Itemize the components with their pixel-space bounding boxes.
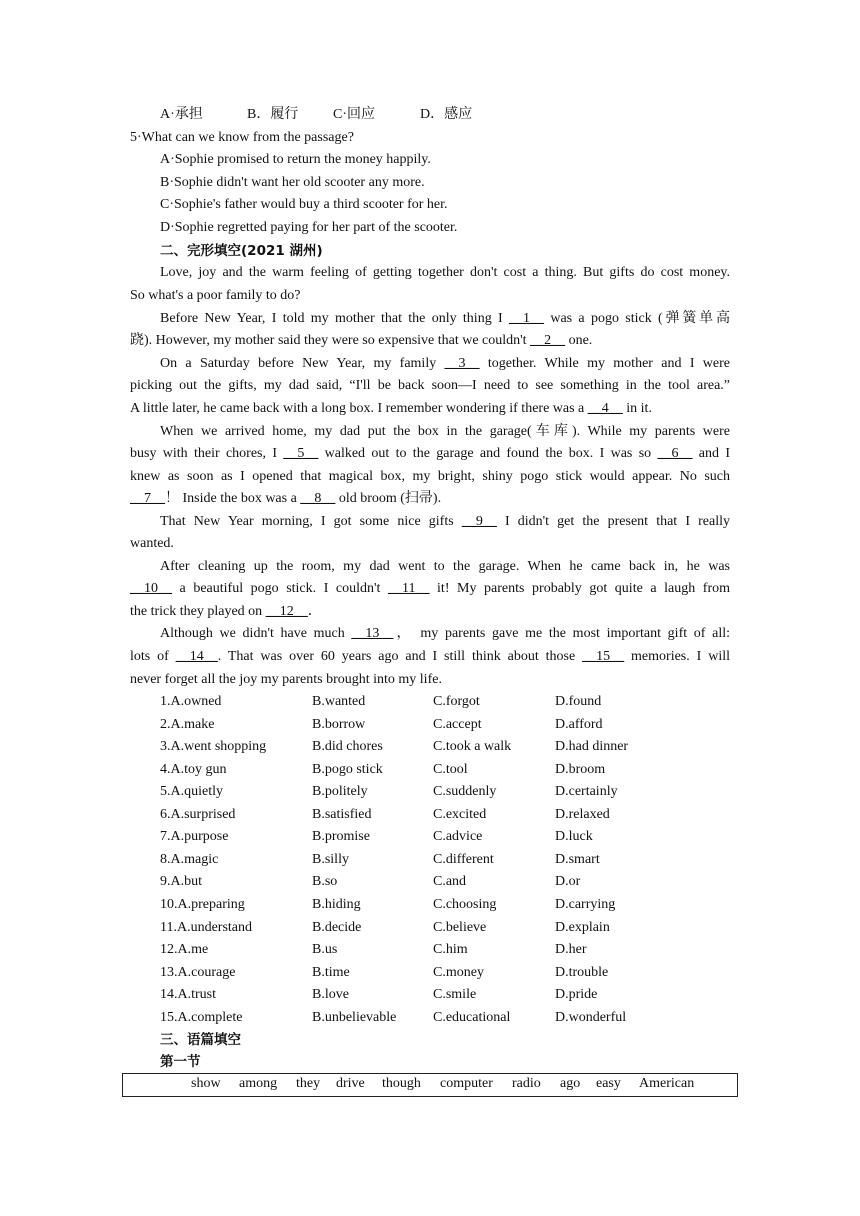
cloze-option: D.afford — [555, 716, 603, 732]
cloze-option: 1.A.owned — [160, 694, 222, 709]
passage-text: it! My parents probably got quite a laugh from — [429, 581, 730, 596]
cloze-option: D.her — [555, 942, 587, 958]
passage-line — [130, 578, 730, 600]
cloze-option-row — [0, 714, 860, 736]
passage-line — [160, 308, 730, 330]
cloze-option: C.money — [433, 964, 484, 980]
passage-text: the trick they played on — [130, 604, 266, 619]
cloze-option: B.satisfied — [312, 806, 372, 822]
q4-option-d: D．感应 — [420, 107, 473, 122]
section3-title: 三、语篇填空 — [160, 1032, 241, 1048]
cloze-option: C.smile — [433, 987, 477, 1003]
cloze-option: 11.A.understand — [160, 919, 253, 935]
cloze-option: 13.A.courage — [160, 964, 236, 980]
passage-text: walked out to the garage and found the box. I was so — [318, 446, 658, 461]
passage-text: busy with their chores, I — [130, 446, 284, 461]
passage-text: 跷). However, my mother said they were so expensive that we couldn't — [130, 333, 531, 348]
cloze-option: D.carrying — [555, 896, 616, 912]
cloze-option: 8.A.magic — [160, 851, 219, 867]
cloze-option: C.different — [433, 851, 494, 867]
passage-line: After cleaning up the room, my dad went to the garage. When he came back in, he was — [160, 559, 730, 574]
passage-text: . That was over 60 years ago and I still think about those — [217, 649, 583, 664]
cloze-option-row — [0, 826, 860, 848]
passage-text: memories. I will — [624, 649, 731, 664]
cloze-option: D.relaxed — [555, 806, 610, 822]
passage-text: Before New Year, I told my mother that the only thing I — [160, 311, 510, 326]
q5-option-b: B·Sophie didn't want her old scooter any more. — [160, 175, 425, 190]
blank-6: __6__ — [657, 446, 693, 461]
passage-line: wanted. — [130, 536, 174, 551]
passage-line: When we arrived home, my dad put the box in the garage(车库). While my parents were — [160, 424, 730, 439]
cloze-option-row — [0, 849, 860, 871]
cloze-option: C.suddenly — [433, 784, 497, 800]
cloze-option: B.hiding — [312, 896, 361, 912]
cloze-option: 6.A.surprised — [160, 806, 236, 822]
passage-line: never forget all the joy my parents brought into my life. — [130, 672, 442, 687]
cloze-option: B.us — [312, 942, 338, 958]
passage-text: ！ Inside the box was a — [165, 491, 301, 506]
cloze-option: 12.A.me — [160, 942, 209, 958]
blank-7: __7__ — [130, 491, 165, 506]
cloze-option: B.unbelievable — [312, 1009, 397, 1025]
cloze-option-row — [0, 917, 860, 939]
q5-stem: 5·What can we know from the passage? — [130, 130, 354, 145]
cloze-option: C.excited — [433, 806, 487, 822]
cloze-option-row — [0, 939, 860, 961]
passage-text: in it. — [622, 401, 652, 416]
cloze-option: D.certainly — [555, 784, 618, 800]
cloze-option: B.silly — [312, 851, 349, 867]
word-box-word: American — [639, 1076, 695, 1091]
passage-line — [130, 330, 592, 352]
cloze-option: 10.A.preparing — [160, 896, 245, 912]
word-box-word: radio — [512, 1076, 541, 1091]
cloze-option: B.pogo stick — [312, 761, 383, 777]
blank-2: __2__ — [530, 333, 566, 348]
cloze-option: D.broom — [555, 761, 606, 777]
passage-line — [130, 398, 652, 420]
passage-line: knew as soon as I opened that magical box, my bright, shiny pogo stick would appear. No such — [130, 469, 730, 484]
q4-option-a: A·承担 — [160, 107, 203, 122]
cloze-option: D.pride — [555, 987, 598, 1003]
word-box — [122, 1073, 738, 1097]
cloze-option-row — [0, 781, 860, 803]
blank-1: __1__ — [509, 311, 545, 326]
cloze-option: B.decide — [312, 919, 362, 935]
passage-text: Although we didn't have much — [160, 626, 352, 641]
cloze-option: C.him — [433, 942, 468, 958]
word-box-word: though — [382, 1076, 421, 1091]
cloze-option: 7.A.purpose — [160, 829, 229, 845]
cloze-option: D.found — [555, 694, 602, 709]
passage-text: old broom (扫帚). — [335, 491, 442, 506]
cloze-option: B.so — [312, 874, 338, 890]
cloze-option: D.or — [555, 874, 581, 890]
passage-line — [130, 646, 730, 668]
blank-11: __11__ — [388, 581, 430, 596]
cloze-option: C.forgot — [433, 694, 480, 709]
blank-4: __4__ — [587, 401, 623, 416]
passage-line — [130, 601, 322, 623]
cloze-option-row — [0, 736, 860, 758]
cloze-option: D.wonderful — [555, 1009, 627, 1025]
cloze-option: B.did chores — [312, 739, 383, 755]
cloze-option: B.love — [312, 987, 349, 1003]
cloze-option: C.advice — [433, 829, 483, 845]
q4-option-b: B．履行 — [247, 107, 299, 122]
passage-text: lots of — [130, 649, 176, 664]
section2-title: 二、完形填空(2021 湖州) — [160, 243, 323, 259]
cloze-option: 5.A.quietly — [160, 784, 223, 800]
blank-3: __3__ — [444, 356, 480, 371]
passage-text: On a Saturday before New Year, my family — [160, 356, 445, 371]
passage-text: was a pogo stick (弹簧单高 — [544, 311, 730, 326]
cloze-option: C.tool — [433, 761, 468, 777]
blank-5: __5__ — [283, 446, 319, 461]
passage-text: I didn't get the present that I really — [496, 514, 730, 529]
cloze-option: D.smart — [555, 851, 600, 867]
word-box-word: among — [239, 1076, 278, 1091]
q4-option-c: C·回应 — [333, 107, 375, 122]
blank-13: __13__ — [351, 626, 394, 641]
q5-option-a: A·Sophie promised to return the money happily. — [160, 152, 431, 167]
cloze-option: 14.A.trust — [160, 987, 216, 1003]
cloze-option: C.believe — [433, 919, 487, 935]
cloze-option-row — [0, 984, 860, 1006]
cloze-option: D.had dinner — [555, 739, 629, 755]
cloze-option: C.accept — [433, 716, 482, 732]
passage-line — [130, 443, 730, 465]
cloze-option: D.explain — [555, 919, 610, 935]
blank-12: __12__ — [265, 604, 308, 619]
cloze-option: B.politely — [312, 784, 368, 800]
cloze-option: B.borrow — [312, 716, 366, 732]
cloze-option-row — [0, 894, 860, 916]
cloze-option-row — [0, 871, 860, 893]
cloze-option: D.trouble — [555, 964, 609, 980]
passage-line: picking out the gifts, my dad said, “I'll be back soon—I need to see something in the tool area.” — [130, 378, 730, 393]
passage-line — [160, 623, 730, 645]
cloze-option: B.wanted — [312, 694, 366, 709]
passage-line: Love, joy and the warm feeling of getting together don't cost a thing. But gifts do cost money. — [160, 265, 730, 280]
passage-line — [130, 488, 441, 510]
passage-text: A little later, he came back with a long box. I remember wondering if there was a — [130, 401, 588, 416]
cloze-option: C.choosing — [433, 896, 497, 912]
cloze-option-row — [0, 759, 860, 781]
cloze-option: 4.A.toy gun — [160, 761, 227, 777]
cloze-option: 3.A.went shopping — [160, 739, 267, 755]
passage-text: together. While my mother and I were — [479, 356, 731, 371]
passage-line — [160, 353, 730, 375]
word-box-word: they — [296, 1076, 321, 1091]
passage-text: ． — [307, 604, 322, 619]
blank-9: __9__ — [461, 514, 497, 529]
passage-line: So what's a poor family to do? — [130, 288, 301, 303]
word-box-word: ago — [560, 1076, 581, 1091]
cloze-option: 9.A.but — [160, 874, 202, 890]
cloze-option-row — [0, 691, 860, 713]
blank-15: __15__ — [582, 649, 625, 664]
word-box-word: show — [191, 1076, 221, 1091]
word-box-word: easy — [596, 1076, 621, 1091]
cloze-option: 15.A.complete — [160, 1009, 243, 1025]
q4-options-row — [160, 104, 472, 126]
word-box-word: drive — [336, 1076, 365, 1091]
passage-text: ， my parents gave me the most important gift of all: — [393, 626, 730, 641]
cloze-option: C.took a walk — [433, 739, 512, 755]
blank-8: __8__ — [300, 491, 336, 506]
q5-option-d: D·Sophie regretted paying for her part of the scooter. — [160, 220, 458, 235]
word-box-word: computer — [440, 1076, 493, 1091]
cloze-option: C.educational — [433, 1009, 511, 1025]
cloze-option-row — [0, 1007, 860, 1029]
q5-option-c: C·Sophie's father would buy a third scooter for her. — [160, 197, 448, 212]
part1-title: 第一节 — [160, 1054, 201, 1070]
blank-14: __14__ — [175, 649, 218, 664]
cloze-option: C.and — [433, 874, 467, 890]
blank-10: __10__ — [130, 581, 172, 596]
cloze-option-row — [0, 804, 860, 826]
passage-text: a beautiful pogo stick. I couldn't — [172, 581, 388, 596]
cloze-option: D.luck — [555, 829, 593, 845]
cloze-option: B.time — [312, 964, 350, 980]
passage-text: That New Year morning, I got some nice gifts — [160, 514, 462, 529]
cloze-option: 2.A.make — [160, 716, 215, 732]
cloze-option-row — [0, 962, 860, 984]
cloze-option: B.promise — [312, 829, 370, 845]
passage-text: and I — [692, 446, 730, 461]
passage-line — [160, 511, 730, 533]
passage-text: one. — [565, 333, 593, 348]
